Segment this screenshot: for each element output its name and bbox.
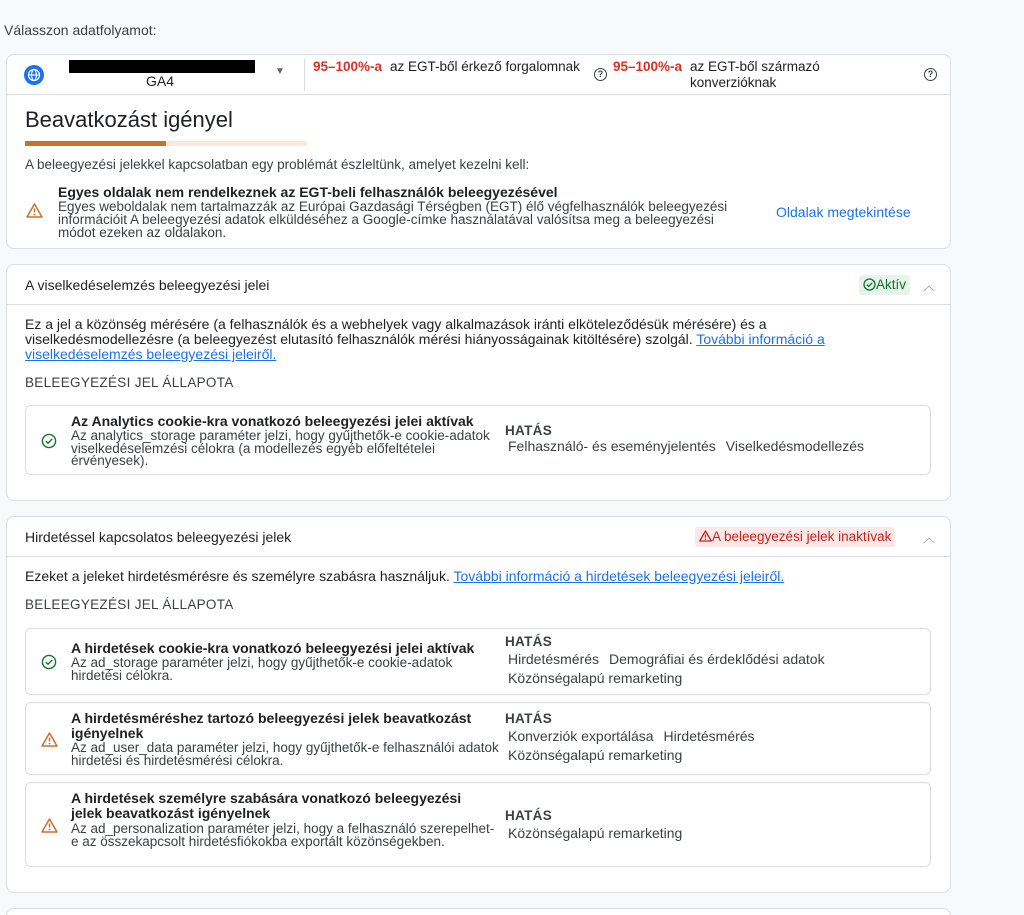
- status-text: Aktív: [876, 277, 907, 292]
- impact-tag: Hirdetésmérés: [508, 651, 600, 667]
- signal-description: Az analytics_storage paraméter jelzi, hogy gyűjthetők-e cookie-adatok viselkedéselemzési célokra (a modellezés egyéb előfeltételei érvényesek).: [71, 428, 490, 468]
- attention-title: Beavatkozást igényel: [25, 107, 233, 132]
- impact-label: HATÁS: [505, 711, 552, 726]
- learn-more-link[interactable]: További információ a viselkedéselemzés beleegyezési jeleiről.: [25, 331, 825, 362]
- signal-row: [25, 628, 931, 695]
- chevron-up-icon[interactable]: ︿: [923, 279, 936, 293]
- status-text: A beleegyezési jelek inaktívak: [712, 529, 892, 544]
- traffic-percent: 95–100%-a: [313, 59, 383, 74]
- section-description: Ezeket a jeleket hirdetésmérésre és személyre szabásra használjuk. További információ a hirdetések beleegyezési jeleiről.: [25, 568, 785, 584]
- section-title: Hirdetéssel kapcsolatos beleegyezési jelek: [25, 529, 292, 545]
- help-icon[interactable]: ?: [924, 68, 937, 81]
- impact-tag: Hirdetésmérés: [663, 728, 755, 744]
- impact-tag: Közönségalapú remarketing: [508, 747, 683, 763]
- globe-icon: [24, 65, 44, 85]
- page-select-label: Válasszon adatfolyamot:: [4, 22, 157, 38]
- status-badge: [859, 275, 910, 295]
- learn-more-link[interactable]: További információ a hirdetések beleegyezési jeleiről.: [453, 568, 785, 584]
- impact-label: HATÁS: [505, 423, 552, 438]
- conversion-label: az EGT-ből származó konverzióknak: [690, 59, 820, 90]
- problem-intro: A beleegyezési jelekkel kapcsolatban egy problémát észleltünk, amelyet kezelni kell:: [25, 157, 530, 172]
- impact-tag: Felhasználó- és eseményjelentés: [508, 438, 716, 454]
- stream-name: GA4: [146, 73, 175, 89]
- section-header[interactable]: [7, 517, 950, 557]
- conversion-percent: 95–100%-a: [613, 59, 683, 74]
- divider: [304, 59, 305, 91]
- impact-tags: [505, 824, 925, 843]
- signal-row: [25, 782, 931, 867]
- signal-row: [25, 405, 931, 475]
- check-circle-icon: [863, 278, 876, 291]
- stream-selector-row[interactable]: [7, 55, 950, 95]
- progress-fill: [25, 141, 166, 146]
- signal-title: A hirdetések cookie-kra vonatkozó beleegyezési jelei aktívak: [71, 640, 475, 656]
- next-section-card: [6, 908, 951, 915]
- warning-icon: [41, 732, 58, 750]
- impact-tag: Konverziók exportálása: [508, 728, 654, 744]
- issue-description: Egyes weboldalak nem tartalmazzák az Európai Gazdasági Térségben (EGT) élő végfelhasználók beleegyezési információit A beleegyezési adatok elküldéséhez a Google-címke használatával valósítsa meg a beleegyezési módot ezeken az oldalakon.: [58, 199, 728, 240]
- status-badge: [695, 527, 895, 547]
- impact-label: HATÁS: [505, 634, 552, 649]
- stream-card: [6, 54, 951, 249]
- signal-description: Az ad_user_data paraméter jelzi, hogy gyűjthetők-e felhasználói adatok hirdetési és hirdetésmérési célokra.: [71, 740, 499, 768]
- impact-label: HATÁS: [505, 808, 552, 823]
- attention-progress-bar: [25, 141, 307, 146]
- signal-title: A hirdetések személyre szabására vonatkozó beleegyezési jelek beavatkozást igényelnek: [71, 790, 462, 821]
- warning-icon: [26, 203, 43, 221]
- check-circle-icon: [41, 654, 57, 673]
- warning-icon: [699, 530, 712, 542]
- chevron-up-icon[interactable]: ︿: [923, 531, 936, 545]
- signal-description: Az ad_storage paraméter jelzi, hogy gyűjthetők-e cookie-adatok hirdetési célokra.: [71, 655, 453, 683]
- status-heading: BELEEGYEZÉSI JEL ÁLLAPOTA: [25, 597, 234, 612]
- traffic-label: az EGT-ből érkező forgalomnak: [390, 59, 580, 74]
- impact-tags: [505, 727, 925, 765]
- view-pages-link[interactable]: Oldalak megtekintése: [776, 204, 911, 220]
- impact-tags: [505, 650, 925, 688]
- impact-tag: Demográfiai és érdeklődési adatok: [609, 651, 825, 667]
- issue-title: Egyes oldalak nem rendelkeznek az EGT-beli felhasználók beleegyezésével: [58, 184, 558, 200]
- impact-tag: Viselkedésmodellezés: [725, 438, 865, 454]
- section-title: A viselkedéselemzés beleegyezési jelei: [25, 277, 270, 293]
- impact-tags: [505, 437, 925, 456]
- impact-tag: Közönségalapú remarketing: [508, 825, 683, 841]
- ads-consent-section: [6, 516, 951, 893]
- signal-title: Az Analytics cookie-kra vonatkozó beleegyezési jelei aktívak: [71, 413, 474, 429]
- signal-row: [25, 702, 931, 775]
- section-header[interactable]: [7, 265, 950, 305]
- check-circle-icon: [41, 433, 57, 452]
- signal-description: Az ad_personalization paraméter jelzi, hogy a felhasználó szerepelhet-e az összekapcsolt hirdetésfiókokba exportált közönségekben.: [71, 821, 495, 849]
- dropdown-caret-icon[interactable]: ▼: [275, 66, 285, 77]
- impact-tag: Közönségalapú remarketing: [508, 670, 683, 686]
- analytics-consent-section: [6, 264, 951, 501]
- warning-icon: [41, 818, 58, 836]
- redacted-stream-id: [69, 60, 255, 73]
- section-description: Ez a jel a közönség mérésére (a felhasználók és a webhelyek vagy alkalmazások iránti elköteleződésük mérésére) és a viselkedésmodellezésre (a beleegyezést elutasító felhasználók mérési hiányosságainak kitöltésére) szolgál. További információ a viselkedéselemzés beleegyezési jeleiről.: [25, 316, 825, 362]
- status-heading: BELEEGYEZÉSI JEL ÁLLAPOTA: [25, 375, 234, 390]
- signal-title: A hirdetésméréshez tartozó beleegyezési jelek beavatkozást igényelnek: [71, 710, 472, 741]
- help-icon[interactable]: ?: [594, 68, 607, 81]
